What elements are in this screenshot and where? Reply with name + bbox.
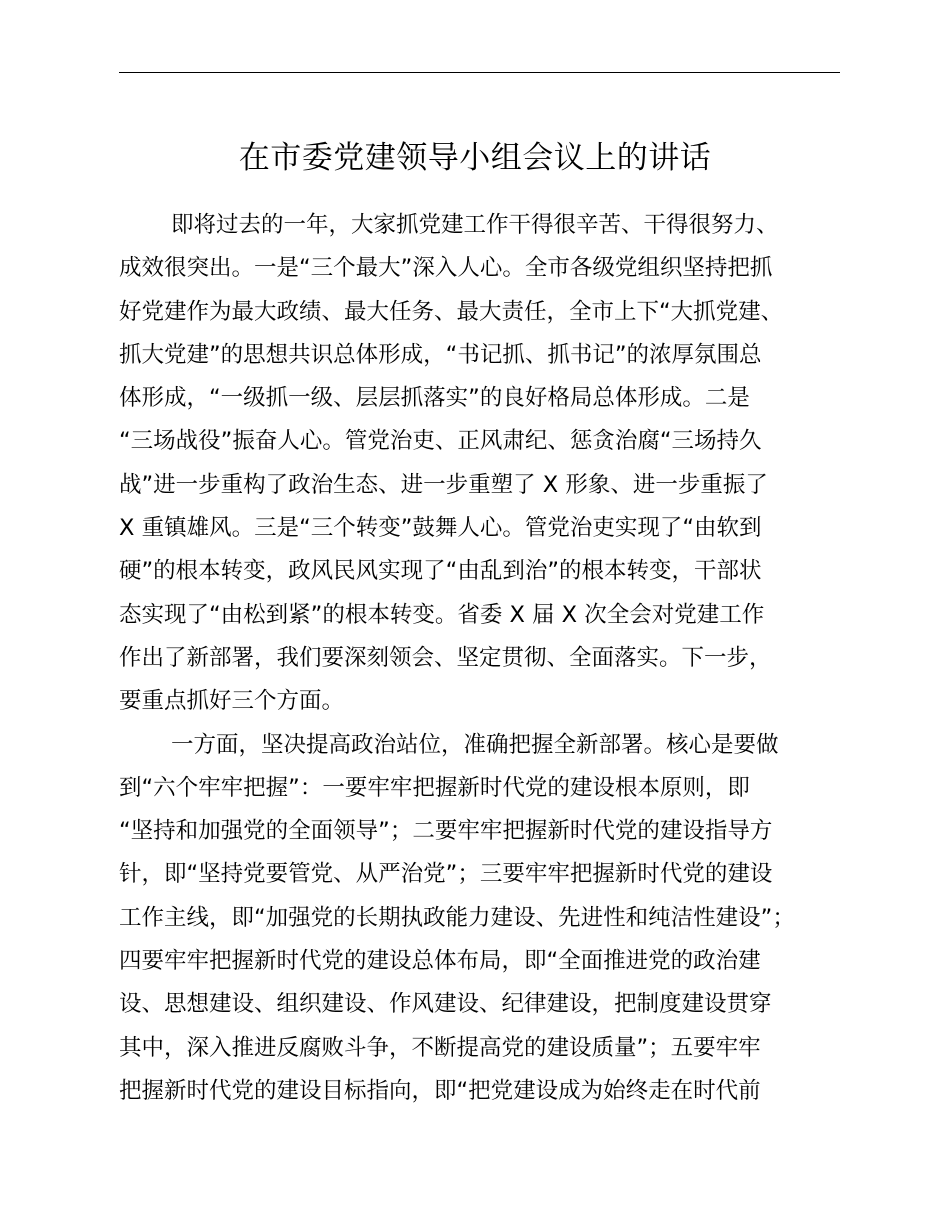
text-line: 态实现了“由松到紧”的根本转变。省委 X 届 X 次全会对党建工作 — [119, 601, 765, 628]
text-line: “坚持和加强党的全面领导”；二要牢牢把握新时代党的建设指导方 — [119, 818, 773, 845]
text-line: 其中，深入推进反腐败斗争，不断提高党的建设质量”；五要牢牢 — [119, 1034, 761, 1061]
text-line: 一方面，坚决提高政治站位，准确把握全新部署。核心是要做 — [171, 731, 779, 758]
paragraph-2 — [119, 724, 864, 1114]
text-line: 设、思想建设、组织建设、作风建设、纪律建设，把制度建设贯穿 — [119, 991, 772, 1018]
text-line: 战”进一步重构了政治生态、进一步重塑了 X 形象、进一步重振了 — [119, 471, 768, 498]
text-line: 要重点抓好三个方面。 — [119, 688, 345, 715]
document-body — [119, 204, 864, 1113]
text-line: 把握新时代党的建设目标指向，即“把党建设成为始终走在时代前 — [119, 1077, 761, 1104]
header-rule — [119, 72, 840, 73]
text-line: 即将过去的一年，大家抓党建工作干得很辛苦、干得很努力、 — [171, 212, 779, 238]
text-line: 到“六个牢牢把握”：一要牢牢把握新时代党的建设根本原则，即 — [119, 774, 750, 801]
text-line: 工作主线，即“加强党的长期执政能力建设、先进性和纯洁性建设”； — [119, 904, 795, 931]
text-line: X 重镇雄风。三是“三个转变”鼓舞人心。管党治吏实现了“由软到 — [119, 515, 762, 542]
text-line: 成效很突出。一是“三个最大”深入人心。全市各级党组织坚持把抓 — [119, 255, 773, 282]
text-line: 四要牢牢把握新时代党的建设总体布局，即“全面推进党的政治建 — [119, 948, 761, 975]
text-line: 作出了新部署，我们要深刻领会、坚定贯彻、全面落实。下一步， — [119, 644, 772, 671]
document-title: 在市委党建领导小组会议上的讲话 — [238, 140, 712, 176]
text-line: 好党建作为最大政绩、最大任务、最大责任，全市上下“大抓党建、 — [119, 298, 784, 325]
text-line: 抓大党建”的思想共识总体形成，“书记抓、抓书记”的浓厚氛围总 — [119, 341, 762, 368]
paragraph-1 — [119, 204, 864, 724]
text-line: 硬”的根本转变，政风民风实现了“由乱到治”的根本转变，干部状 — [119, 558, 762, 585]
text-line: “三场战役”振奋人心。管党治吏、正风肃纪、惩贪治腐“三场持久 — [119, 428, 762, 455]
text-line: 针，即“坚持党要管党、从严治党”；三要牢牢把握新时代党的建设 — [119, 861, 773, 888]
text-line: 体形成，“一级抓一级、层层抓落实”的良好格局总体形成。二是 — [119, 385, 750, 412]
